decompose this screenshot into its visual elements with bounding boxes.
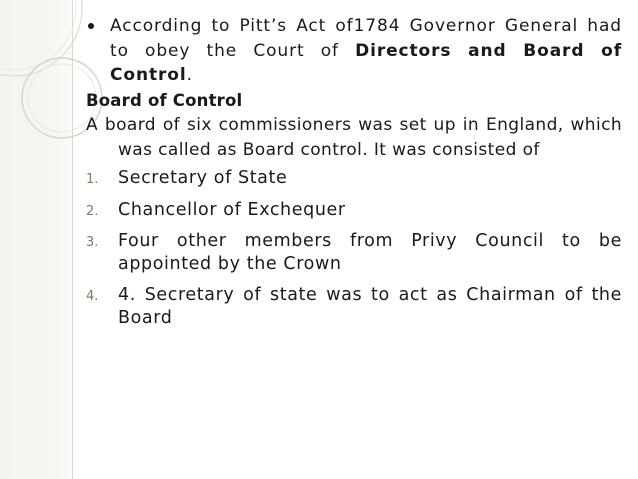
numbered-list <box>86 167 622 329</box>
list-item-text: 4. Secretary of state was to act as Chairman of the Board <box>118 285 622 328</box>
list-item <box>86 230 622 275</box>
paragraph-text: A board of six commissioners was set up in England, which was called as Board control. It was consisted of <box>86 115 622 160</box>
list-item <box>86 284 622 329</box>
bullet-text-prefix: According to Pitt’s Act of1784 Governor General had to obey the Court of <box>110 16 622 61</box>
list-item <box>86 167 622 190</box>
bullet-item <box>86 14 622 88</box>
list-item-text: Four other members from Privy Council to be appointed by the Crown <box>118 231 622 274</box>
bullet-dot-icon <box>88 23 94 29</box>
section-paragraph <box>86 113 622 162</box>
list-item-number: 2. <box>86 203 99 219</box>
bullet-text-suffix: . <box>186 65 193 85</box>
list-item-number: 1. <box>86 172 99 187</box>
list-item-text: Chancellor of Exchequer <box>118 199 346 220</box>
list-item-number: 4. <box>86 289 99 304</box>
bullet-text-bold: Directors and Board of Control <box>110 40 622 85</box>
list-item-number: 3. <box>86 235 99 250</box>
list-item <box>86 199 622 222</box>
slide-content <box>86 14 622 338</box>
section-heading: Board of Control <box>86 90 243 110</box>
list-item-text: Secretary of State <box>118 168 288 188</box>
